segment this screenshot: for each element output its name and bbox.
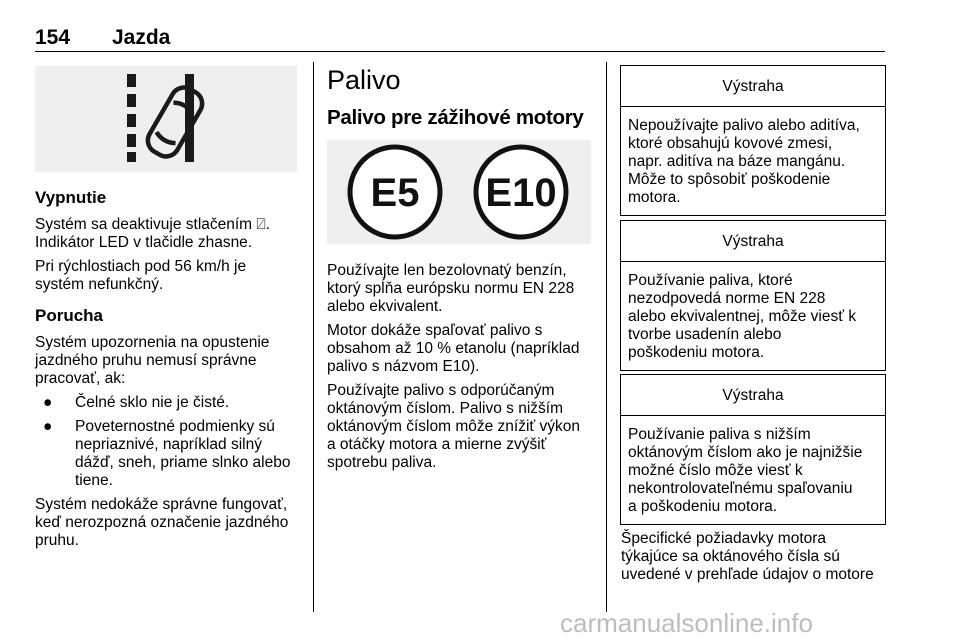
text-line: týkajúce sa oktánového čísla sú: [621, 548, 840, 565]
text-line: možné číslo môže viesť k: [628, 462, 803, 479]
watermark: carmanualsonline.info: [560, 608, 813, 638]
text-line: Používanie paliva s nižším: [628, 426, 811, 443]
text-line: Čelné sklo nie je čisté.: [75, 394, 230, 411]
text-line: a poškodeniu motora.: [628, 498, 778, 515]
text-line: a otáčky motora a mierne zvýšiť: [327, 436, 547, 453]
left-column: [35, 188, 303, 556]
text-line: alebo ekvivalentnej, môže viesť k: [628, 308, 857, 325]
text-line: obsahom až 10 % etanolu (napríklad: [327, 340, 580, 357]
text-line: Používajte palivo s odporúčaným: [327, 382, 555, 399]
column-divider-right: [606, 62, 607, 612]
text-line: Používanie paliva, ktoré: [628, 272, 793, 289]
fuel-signs: [327, 140, 591, 244]
paragraph-fault: [35, 334, 303, 388]
text-line: nekontrolovateľnému spaľovaniu: [628, 480, 853, 497]
heading-off: Vypnutie: [35, 188, 107, 207]
text-line: Špecifické požiadavky motora: [621, 530, 827, 547]
warning-title: Výstraha: [621, 66, 885, 107]
text-line: tiene.: [75, 472, 113, 489]
paragraph-ethanol: [327, 322, 599, 376]
paragraph-deactivation: [35, 216, 303, 252]
text-line: nepriaznivé, napríklad silný: [75, 436, 262, 453]
sign-e10-label: E10: [485, 171, 557, 215]
text-line: uvedené v prehľade údajov o motore: [621, 566, 874, 583]
warning-body: [621, 416, 885, 524]
warning-title: Výstraha: [621, 221, 885, 262]
text-line: motora.: [628, 189, 681, 206]
text-line: Môže to spôsobiť poškodenie: [628, 171, 831, 188]
page-number: 154: [35, 26, 71, 49]
text-line: alebo ekvivalent.: [327, 298, 443, 315]
text-line: keď nerozpozná označenie jazdného: [35, 514, 289, 531]
text-line: ktorý spĺňa európsku normu EN 228: [327, 280, 575, 297]
bullet-icon: ●: [43, 394, 53, 411]
warning-body: [621, 107, 885, 215]
paragraph-recognition: [35, 496, 303, 550]
text-line: Pri rýchlostiach pod 56 km/h je: [35, 258, 247, 275]
fuel-label-illustration: [327, 140, 591, 244]
warning-title: Výstraha: [621, 375, 885, 416]
text-line: Systém sa deaktivuje stlačením ⍁.: [35, 216, 271, 233]
text-line: oktánovým číslom. Palivo s nižším: [327, 400, 564, 417]
paragraph-requirements: [621, 530, 891, 584]
text-line: dážď, sneh, priame slnko alebo: [75, 454, 291, 471]
right-column-text: [621, 530, 891, 590]
text-line: Nepoužívajte palivo alebo aditíva,: [628, 117, 860, 134]
sign-e5-label: E5: [370, 171, 420, 215]
middle-column: [327, 262, 599, 478]
text-line: poškodeniu motora.: [628, 344, 765, 361]
warning-box-2: [620, 220, 886, 371]
paragraph-unleaded: [327, 262, 599, 316]
text-line: systém nefunkčný.: [35, 276, 164, 293]
text-line: Motor dokáže spaľovať palivo s: [327, 322, 543, 339]
text-line: oktánovým číslom môže znížiť výkon: [327, 418, 581, 435]
section-title: Jazda: [112, 26, 171, 49]
text-line: jazdného pruhu nemusí správne: [35, 352, 257, 369]
text-line: pracovať, ak:: [35, 370, 126, 387]
paragraph-octane: [327, 382, 599, 472]
text-line: oktánovým číslom ako je najnižšie: [628, 444, 863, 461]
text-line: Poveternostné podmienky sú: [75, 418, 275, 435]
warning-body: [621, 262, 885, 370]
text-line: tvorbe usadenín alebo: [628, 326, 782, 343]
bullet-item: [35, 394, 303, 412]
bullet-icon: ●: [43, 418, 53, 435]
lane-departure-icon: [35, 66, 297, 172]
warning-box-3: [620, 374, 886, 525]
text-line: Systém upozornenia na opustenie: [35, 334, 270, 351]
heading-fuel: Palivo: [327, 65, 401, 95]
text-line: Indikátor LED v tlačidle zhasne.: [35, 234, 253, 251]
paragraph-speed: [35, 258, 303, 294]
heading-fault: Porucha: [35, 306, 104, 325]
header-rule: [35, 51, 885, 52]
text-line: Používajte len bezolovnatý benzín,: [327, 262, 567, 279]
text-line: napr. aditíva na báze mangánu.: [628, 153, 846, 170]
text-line: pruhu.: [35, 532, 79, 549]
text-line: ktoré obsahujú kovové zmesi,: [628, 135, 833, 152]
text-line: spotrebu paliva.: [327, 454, 437, 471]
lane-assist-illustration: [35, 66, 297, 172]
text-line: Systém nedokáže správne fungovať,: [35, 496, 288, 513]
text-line: palivo s názvom E10).: [327, 358, 480, 375]
column-divider-left: [313, 62, 314, 612]
text-line: nezodpovedá norme EN 228: [628, 290, 826, 307]
warning-box-1: [620, 65, 886, 216]
heading-petrol-engines: Palivo pre zážihové motory: [327, 106, 584, 129]
bullet-item: [35, 418, 303, 490]
